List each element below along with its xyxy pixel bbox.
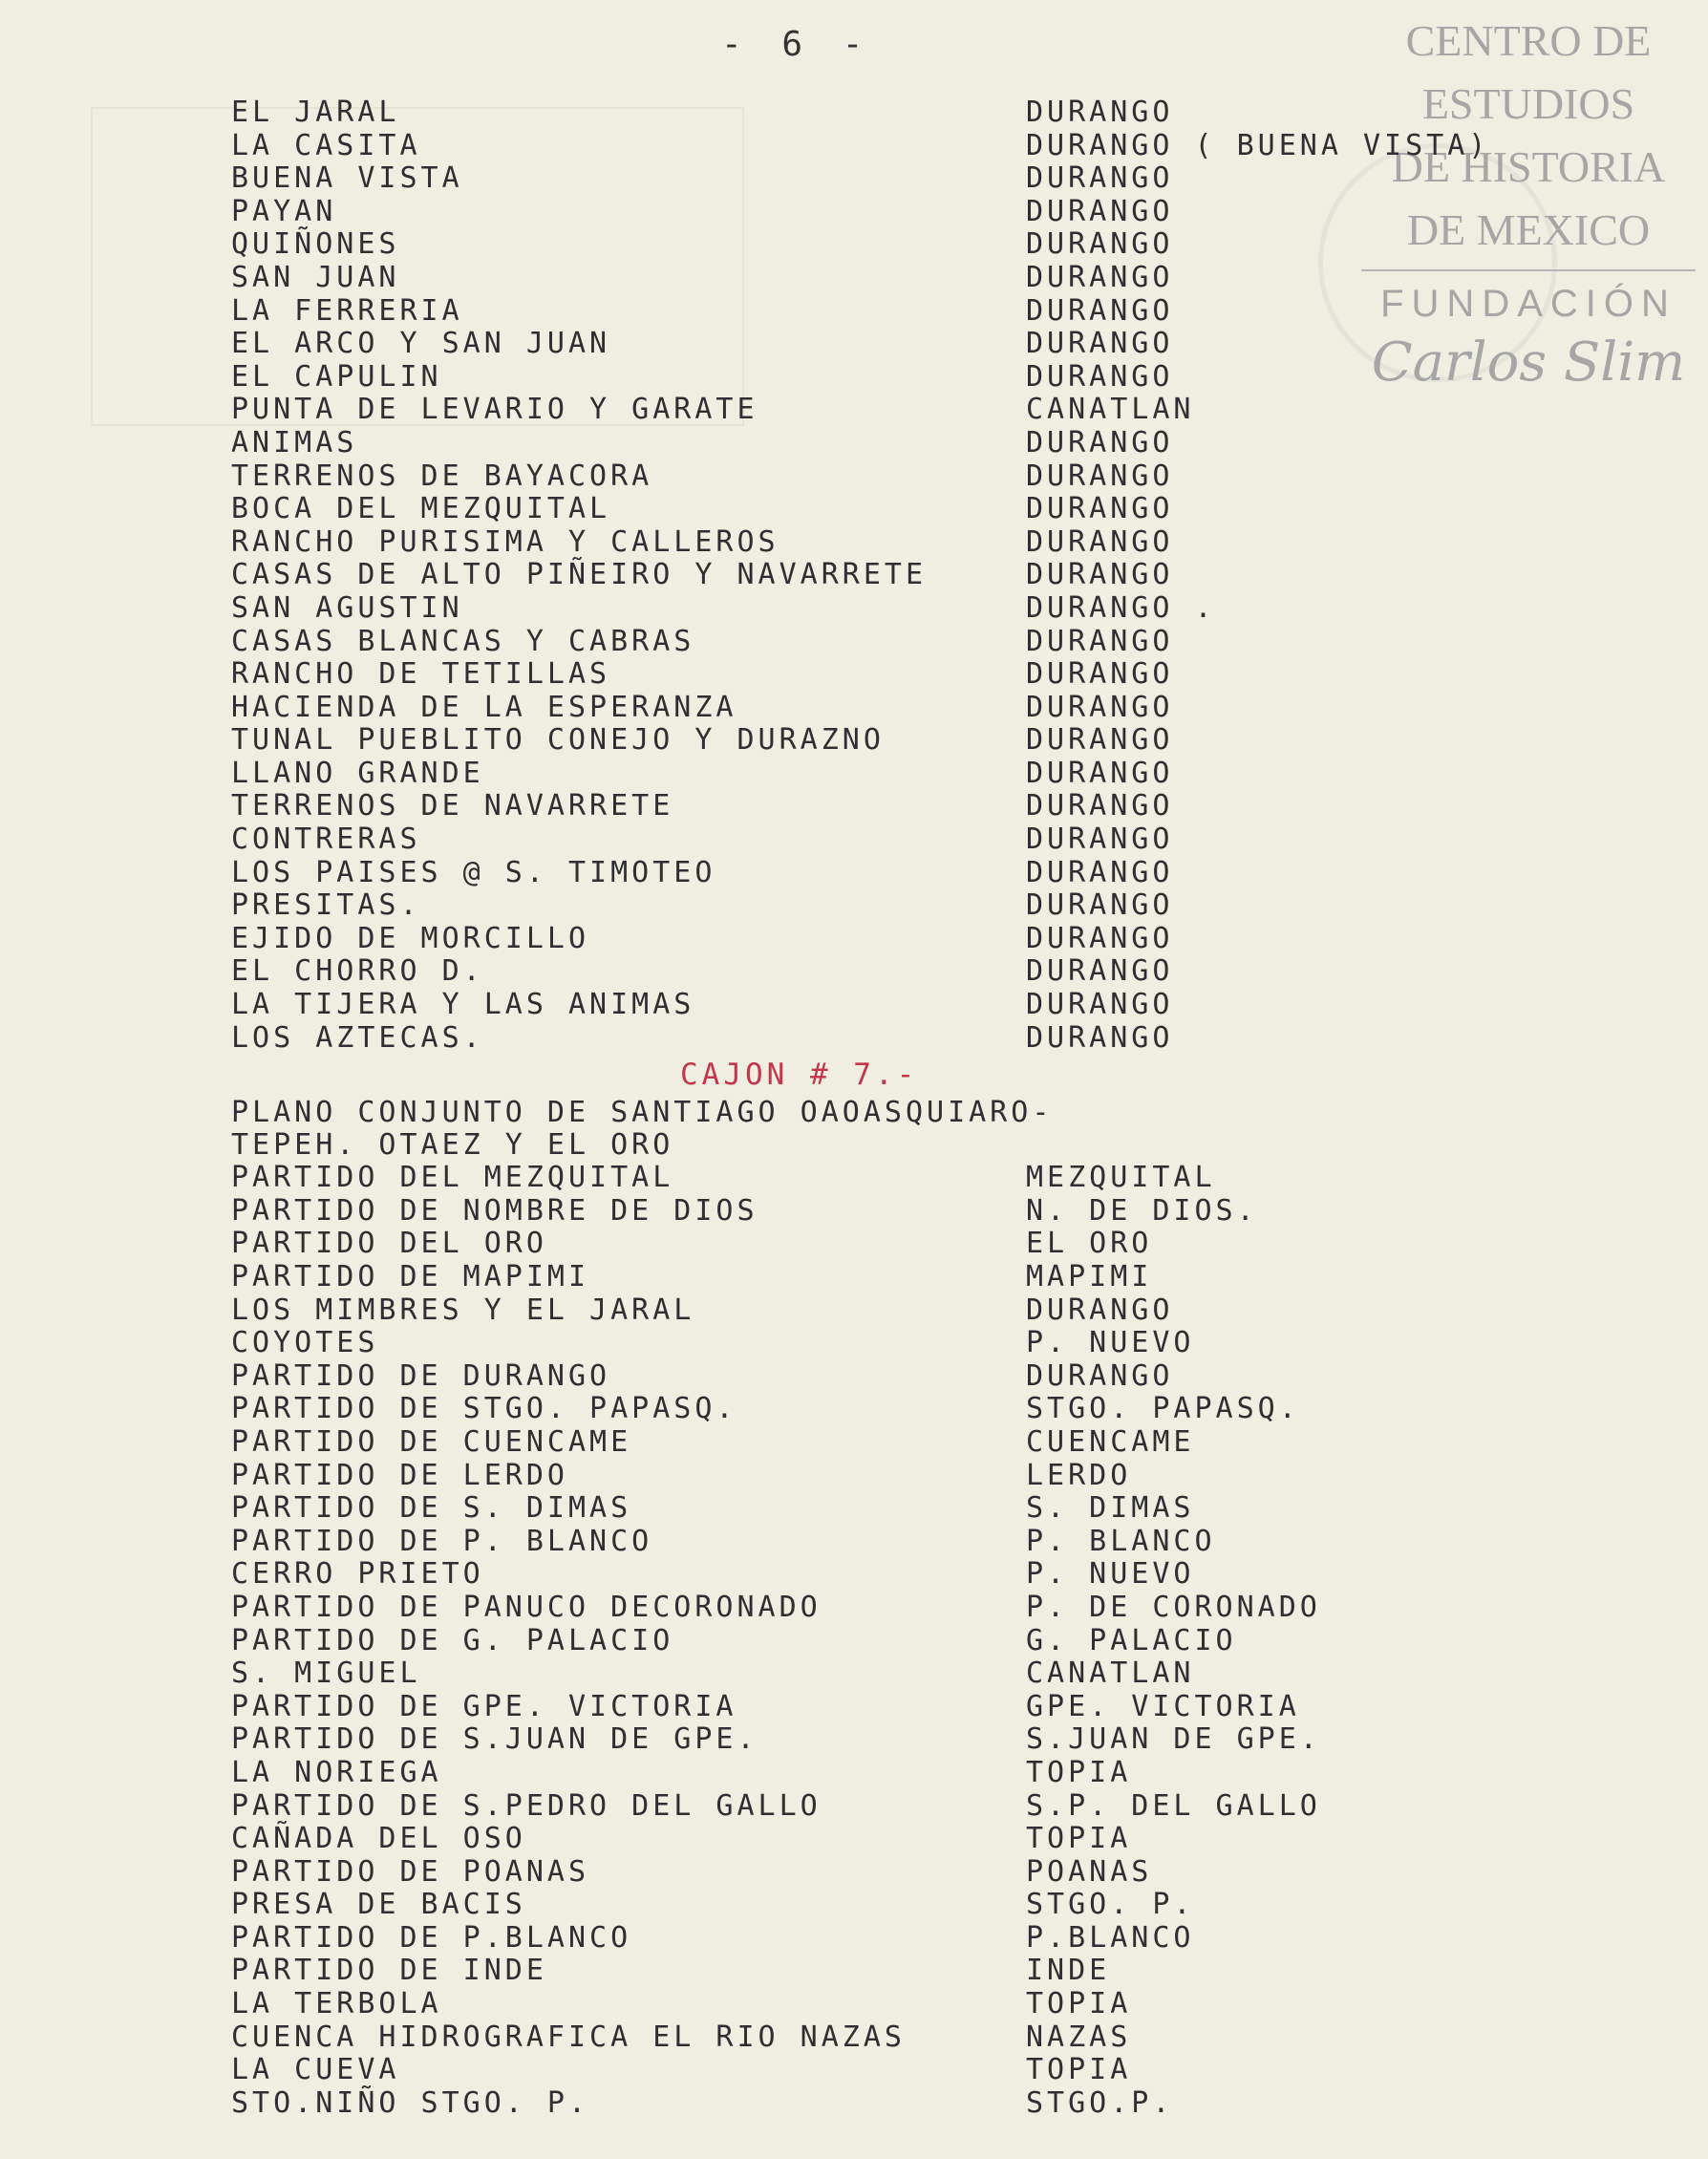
- place-name: TERRENOS DE BAYACORA: [231, 459, 653, 493]
- municipality: P.BLANCO: [1026, 1920, 1195, 1955]
- section-heading-cajon-7: CAJON # 7.-: [680, 1058, 919, 1093]
- place-name: LA TERBOLA: [231, 1987, 442, 2021]
- place-name: LA TIJERA Y LAS ANIMAS: [231, 988, 695, 1022]
- municipality: P. NUEVO: [1026, 1326, 1195, 1360]
- place-name: SAN AGUSTIN: [231, 590, 463, 625]
- place-name: HACIENDA DE LA ESPERANZA: [231, 690, 737, 724]
- municipality: DURANGO: [1026, 1293, 1174, 1327]
- place-name: PARTIDO DEL ORO: [231, 1227, 547, 1261]
- list-item: [231, 625, 1377, 658]
- municipality: INDE: [1026, 1954, 1111, 1988]
- place-name: CERRO PRIETO: [231, 1557, 484, 1592]
- place-name: PARTIDO DE LERDO: [231, 1458, 568, 1492]
- municipality: DURANGO .: [1026, 590, 1216, 625]
- place-name: PARTIDO DE P.BLANCO: [231, 1920, 632, 1955]
- municipality: MAPIMI: [1026, 1260, 1153, 1293]
- place-name: PARTIDO DE GPE. VICTORIA: [231, 1689, 737, 1723]
- watermark-foundation: FUNDACIÓN: [1380, 283, 1676, 325]
- list-item: [231, 1161, 1377, 1194]
- place-name: QUIÑONES: [231, 227, 400, 262]
- municipality: DURANGO: [1026, 988, 1174, 1022]
- place-name: LOS MIMBRES Y EL JARAL: [231, 1293, 695, 1327]
- list-item: [231, 789, 1377, 823]
- list-item: [231, 96, 1377, 129]
- place-name: ANIMAS: [231, 425, 358, 460]
- municipality: P. DE CORONADO: [1026, 1590, 1321, 1624]
- municipality: DURANGO: [1026, 227, 1174, 262]
- place-name: LA FERRERIA: [231, 293, 463, 328]
- municipality: STGO. P.: [1026, 1888, 1195, 1922]
- list-item: [231, 1591, 1377, 1624]
- place-name: BUENA VISTA: [231, 161, 463, 196]
- municipality: MEZQUITAL: [1026, 1161, 1216, 1195]
- list-item: [231, 1227, 1377, 1260]
- list-item: [231, 1359, 1377, 1393]
- municipality: STGO. PAPASQ.: [1026, 1392, 1300, 1426]
- place-name: PARTIDO DE DURANGO: [231, 1358, 611, 1393]
- municipality: DURANGO: [1026, 524, 1174, 559]
- list-item: [231, 1194, 1377, 1228]
- list-item: [231, 1392, 1377, 1425]
- list-item: [231, 1525, 1377, 1558]
- municipality: TOPIA: [1026, 1755, 1132, 1789]
- municipality: DURANGO: [1026, 855, 1174, 889]
- place-name: EL CHORRO D.: [231, 954, 484, 989]
- municipality: DURANGO: [1026, 492, 1174, 526]
- place-name: LOS PAISES @ S. TIMOTEO: [231, 855, 716, 889]
- municipality: DURANGO: [1026, 96, 1174, 129]
- municipality: TOPIA: [1026, 1822, 1132, 1856]
- list-item: [231, 1822, 1377, 1855]
- place-name: LA CUEVA: [231, 2053, 400, 2087]
- place-name: TUNAL PUEBLITO CONEJO Y DURAZNO: [231, 723, 885, 758]
- list-item: [231, 1855, 1377, 1889]
- place-name: LOS AZTECAS.: [231, 1020, 484, 1055]
- place-name: STO.NIÑO STGO. P.: [231, 2085, 590, 2120]
- place-name: LLANO GRANDE: [231, 756, 484, 790]
- municipality: DURANGO: [1026, 161, 1174, 196]
- municipality: DURANGO: [1026, 293, 1174, 328]
- place-name: PARTIDO DE S. DIMAS: [231, 1491, 632, 1526]
- list-item: [231, 1557, 1377, 1591]
- municipality: DURANGO: [1026, 359, 1174, 394]
- municipality: N. DE DIOS.: [1026, 1193, 1258, 1228]
- list-item: [231, 261, 1377, 294]
- municipality: DURANGO: [1026, 1020, 1174, 1055]
- list-item: [231, 1888, 1377, 1921]
- list-item: [231, 426, 1377, 460]
- list-item: [231, 460, 1377, 493]
- place-name: COYOTES: [231, 1326, 379, 1360]
- place-name: EL JARAL: [231, 96, 400, 129]
- municipality: EL ORO: [1026, 1227, 1153, 1261]
- municipality: S.JUAN DE GPE.: [1026, 1722, 1321, 1757]
- municipality: DURANGO: [1026, 756, 1174, 790]
- municipality: DURANGO: [1026, 624, 1174, 658]
- place-name: EL CAPULIN: [231, 359, 442, 394]
- list-item: [231, 757, 1377, 790]
- list-item: [231, 1756, 1377, 1789]
- municipality: DURANGO: [1026, 425, 1174, 460]
- municipality: DURANGO: [1026, 459, 1174, 493]
- list-item: [231, 1326, 1377, 1359]
- archive-watermark: [1361, 10, 1696, 394]
- place-name: CASAS DE ALTO PIÑEIRO Y NAVARRETE: [231, 558, 928, 592]
- list-item: [231, 1624, 1377, 1657]
- list-item: [231, 1789, 1377, 1823]
- list-item: [231, 1459, 1377, 1492]
- municipality: TOPIA: [1026, 2053, 1132, 2087]
- municipality: DURANGO: [1026, 823, 1174, 857]
- watermark-line-1: CENTRO DE: [1405, 16, 1652, 65]
- municipality: CANATLAN: [1026, 1657, 1195, 1691]
- place-name: PARTIDO DE PANUCO DECORONADO: [231, 1590, 822, 1624]
- place-name: PARTIDO DE MAPIMI: [231, 1260, 590, 1293]
- list-item: [231, 1293, 1377, 1327]
- section-2-intro-line: [231, 1128, 1377, 1161]
- municipality: DURANGO: [1026, 1358, 1174, 1393]
- municipality: NAZAS: [1026, 2020, 1132, 2054]
- municipality: LERDO: [1026, 1458, 1132, 1492]
- list-item: [231, 1921, 1377, 1955]
- list-item: [231, 823, 1377, 856]
- intro-line-2: TEPEH. OTAEZ Y EL ORO: [231, 1128, 674, 1163]
- list-item: [231, 227, 1377, 261]
- list-item: [231, 128, 1490, 162]
- list-item: [231, 591, 1377, 625]
- municipality: DURANGO: [1026, 657, 1174, 692]
- place-name: BOCA DEL MEZQUITAL: [231, 492, 611, 526]
- place-name: PARTIDO DE INDE: [231, 1954, 547, 1988]
- place-name: PARTIDO DE POANAS: [231, 1854, 590, 1889]
- place-name: CONTRERAS: [231, 823, 421, 857]
- list-item: [231, 2053, 1377, 2086]
- list-item: [231, 2020, 1377, 2054]
- page-number: - 6 -: [721, 25, 873, 64]
- place-name: PARTIDO DE S.JUAN DE GPE.: [231, 1722, 758, 1757]
- place-name: S. MIGUEL: [231, 1657, 421, 1691]
- section-2-list: [231, 1161, 1377, 2119]
- municipality: DURANGO: [1026, 558, 1174, 592]
- municipality: DURANGO: [1026, 789, 1174, 823]
- municipality: DURANGO: [1026, 888, 1174, 923]
- place-name: EJIDO DE MORCILLO: [231, 921, 590, 955]
- place-name: PARTIDO DE G. PALACIO: [231, 1623, 674, 1657]
- section-2-intro-line: [231, 1096, 1377, 1128]
- list-item: [231, 888, 1377, 922]
- municipality: CANATLAN: [1026, 393, 1195, 427]
- list-item: [231, 856, 1377, 889]
- list-item: [231, 1021, 1377, 1055]
- municipality: DURANGO: [1026, 690, 1174, 724]
- inventory-list: [231, 96, 1490, 2120]
- municipality: TOPIA: [1026, 1987, 1132, 2021]
- watermark-line-2: ESTUDIOS: [1421, 79, 1635, 128]
- place-name: CAÑADA DEL OSO: [231, 1822, 526, 1856]
- list-item: [231, 1987, 1377, 2020]
- municipality: P. BLANCO: [1026, 1524, 1216, 1558]
- list-item: [231, 492, 1377, 525]
- place-name: PAYAN: [231, 194, 337, 228]
- watermark-line-3: DE HISTORIA: [1391, 142, 1666, 191]
- list-item: [231, 327, 1377, 360]
- list-item: [231, 2086, 1377, 2120]
- municipality: GPE. VICTORIA: [1026, 1689, 1300, 1723]
- municipality: DURANGO: [1026, 921, 1174, 955]
- intro-line-1: PLANO CONJUNTO DE SANTIAGO OAOASQUIARO-: [231, 1096, 1054, 1130]
- place-name: TERRENOS DE NAVARRETE: [231, 789, 674, 823]
- section-1-list: [231, 96, 1490, 1055]
- list-item: [231, 1954, 1377, 1987]
- municipality: STGO.P.: [1026, 2085, 1174, 2120]
- list-item: [231, 1491, 1377, 1525]
- municipality: DURANGO: [1026, 954, 1174, 989]
- place-name: PRESA DE BACIS: [231, 1888, 526, 1922]
- list-item: [231, 988, 1377, 1021]
- municipality: POANAS: [1026, 1854, 1153, 1889]
- list-item: [231, 657, 1377, 691]
- place-name: PARTIDO DE P. BLANCO: [231, 1524, 653, 1558]
- municipality: S. DIMAS: [1026, 1491, 1195, 1526]
- place-name: PUNTA DE LEVARIO Y GARATE: [231, 393, 758, 427]
- list-item: [231, 954, 1377, 988]
- list-item: [231, 294, 1377, 328]
- municipality: DURANGO: [1026, 194, 1174, 228]
- list-item: [231, 360, 1377, 394]
- municipality: P. NUEVO: [1026, 1557, 1195, 1592]
- list-item: [231, 1690, 1377, 1723]
- list-item: [231, 691, 1377, 724]
- watermark-line-4: DE MEXICO: [1406, 205, 1651, 254]
- list-item: [231, 922, 1377, 955]
- list-item: [231, 525, 1377, 559]
- list-item: [231, 558, 1377, 591]
- list-item: [231, 195, 1377, 228]
- municipality: DURANGO: [1026, 723, 1174, 758]
- place-name: SAN JUAN: [231, 260, 400, 294]
- place-name: PARTIDO DE NOMBRE DE DIOS: [231, 1193, 758, 1228]
- municipality: CUENCAME: [1026, 1424, 1195, 1459]
- list-item: [231, 1260, 1377, 1293]
- place-name: PRESITAS.: [231, 888, 421, 923]
- list-item: [231, 161, 1377, 195]
- list-item: [231, 723, 1377, 757]
- place-name: PARTIDO DE STGO. PAPASQ.: [231, 1392, 737, 1426]
- place-name: PARTIDO DE CUENCAME: [231, 1424, 632, 1459]
- watermark-signature: Carlos Slim: [1371, 331, 1686, 394]
- place-name: RANCHO DE TETILLAS: [231, 657, 611, 692]
- watermark-divider: [1361, 269, 1696, 271]
- municipality: DURANGO: [1026, 327, 1174, 361]
- place-name: EL ARCO Y SAN JUAN: [231, 327, 611, 361]
- place-name: LA CASITA: [231, 128, 421, 162]
- place-name: CASAS BLANCAS Y CABRAS: [231, 624, 695, 658]
- place-name: CUENCA HIDROGRAFICA EL RIO NAZAS: [231, 2020, 906, 2054]
- municipality: DURANGO: [1026, 260, 1174, 294]
- list-item: [231, 393, 1377, 426]
- municipality: DURANGO ( BUENA VISTA): [1026, 128, 1490, 162]
- list-item: [231, 1425, 1377, 1459]
- place-name: RANCHO PURISIMA Y CALLEROS: [231, 524, 779, 559]
- place-name: PARTIDO DE S.PEDRO DEL GALLO: [231, 1788, 822, 1823]
- municipality: G. PALACIO: [1026, 1623, 1237, 1657]
- list-item: [231, 1722, 1377, 1756]
- place-name: LA NORIEGA: [231, 1755, 442, 1789]
- municipality: S.P. DEL GALLO: [1026, 1788, 1321, 1823]
- list-item: [231, 1657, 1377, 1690]
- place-name: PARTIDO DEL MEZQUITAL: [231, 1161, 674, 1195]
